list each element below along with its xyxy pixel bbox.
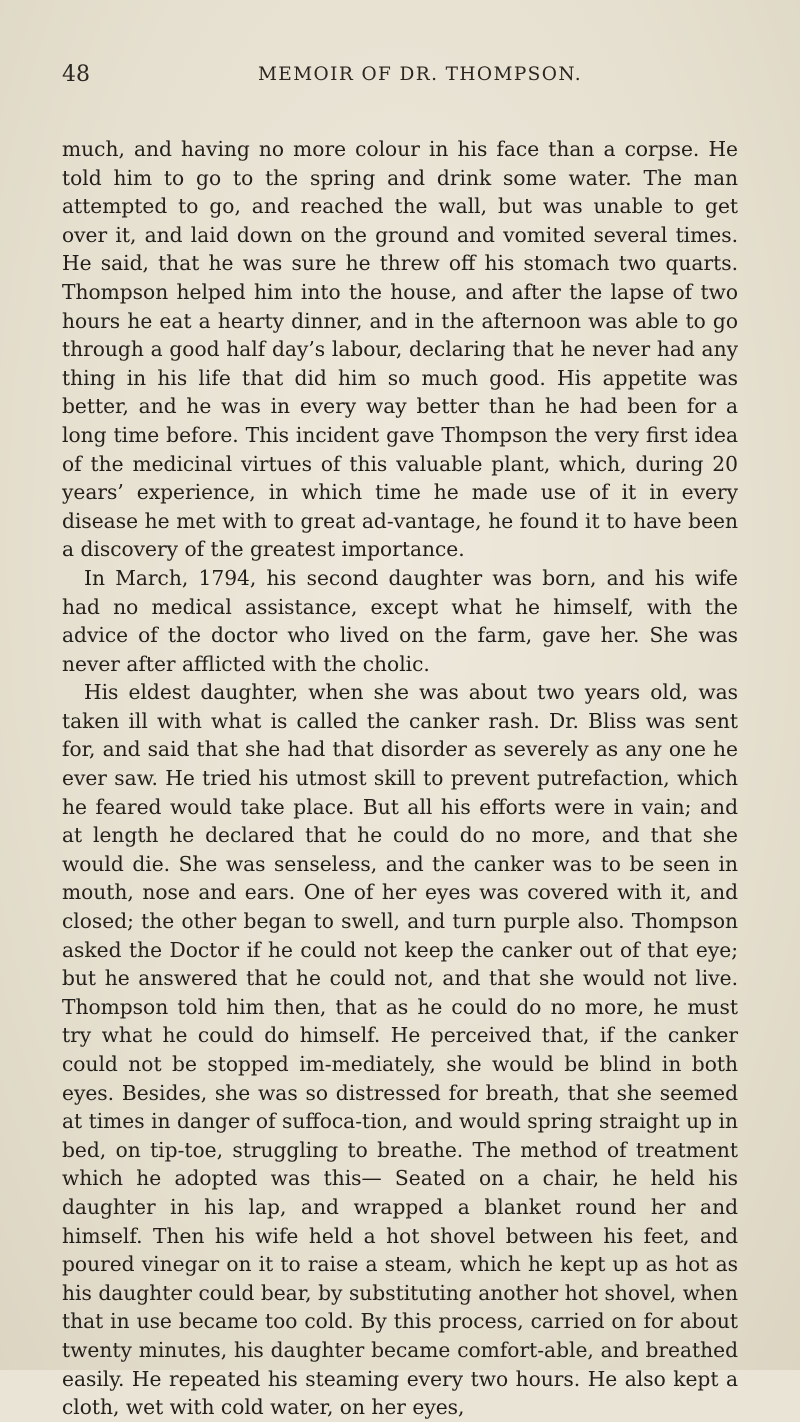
page-number: 48	[62, 62, 90, 87]
body-text	[62, 135, 738, 1422]
page-header	[62, 62, 738, 92]
paragraph-eldest-daughter: His eldest daughter, when she was about two years old, was taken ill with what is called the canker rash. Dr. Bliss was sent for, and said that she had that disorder as severely as any one he ever saw. He tried his utmost skill to prevent putrefaction, which he feared would take place. But all his efforts were in vain; and at length he declared that he could do no more, and that she would die. She was senseless, and the canker was to be seen in mouth, nose and ears. One of her eyes was covered with it, and closed; the other began to swell, and turn purple also. Thompson asked the Doctor if he could not keep the canker out of that eye; but he answered that he could not, and that she would not live. Thompson told him then, that as he could do no more, he must try what he could do himself. He perceived that, if the canker could not be stopped im-mediately, she would be blind in both eyes. Besides, she was so distressed for breath, that she seemed at times in danger of suffoca-tion, and would spring straight up in bed, on tip-toe, struggling to breathe. The method of treatment which he adopted was this— Seated on a chair, he held his daughter in his lap, and wrapped a blanket round her and himself. Then his wife held a hot shovel between his feet, and poured vinegar on it to raise a steam, which he kept up as hot as his daughter could bear, by substituting another hot shovel, when that in use became too cold. By this process, carried on for about twenty minutes, his daughter became comfort-able, and breathed easily. He repeated his steaming every two hours. He also kept a cloth, wet with cold water, on her eyes,	[62, 680, 738, 1420]
paragraph-second-daughter: In March, 1794, his second daughter was born, and his wife had no medical assistance, except what he himself, with the advice of the doctor who lived on the farm, gave her. She was never after afflicted with the cholic.	[62, 565, 738, 676]
paragraph-continuation: much, and having no more colour in his face than a corpse. He told him to go to the spring and drink some water. The man attempted to go, and reached the wall, but was unable to get over it, and laid down on the ground and vomited several times. He said, that he was sure he threw off his stomach two quarts. Thompson helped him into the house, and after the lapse of two hours he eat a hearty dinner, and in the afternoon was able to go through a good half day’s labour, declaring that he never had any thing in his life that did him so much good. His appetite was better, and he was in every way better than he had been for a long time before. This incident gave Thompson the very first idea of the medicinal virtues of this valuable plant, which, during 20 years’ experience, in which time he made use of it in every disease he met with to great ad-vantage, he found it to have been a discovery of the greatest importance.	[62, 137, 738, 562]
running-head: MEMOIR OF DR. THOMPSON.	[257, 64, 583, 85]
